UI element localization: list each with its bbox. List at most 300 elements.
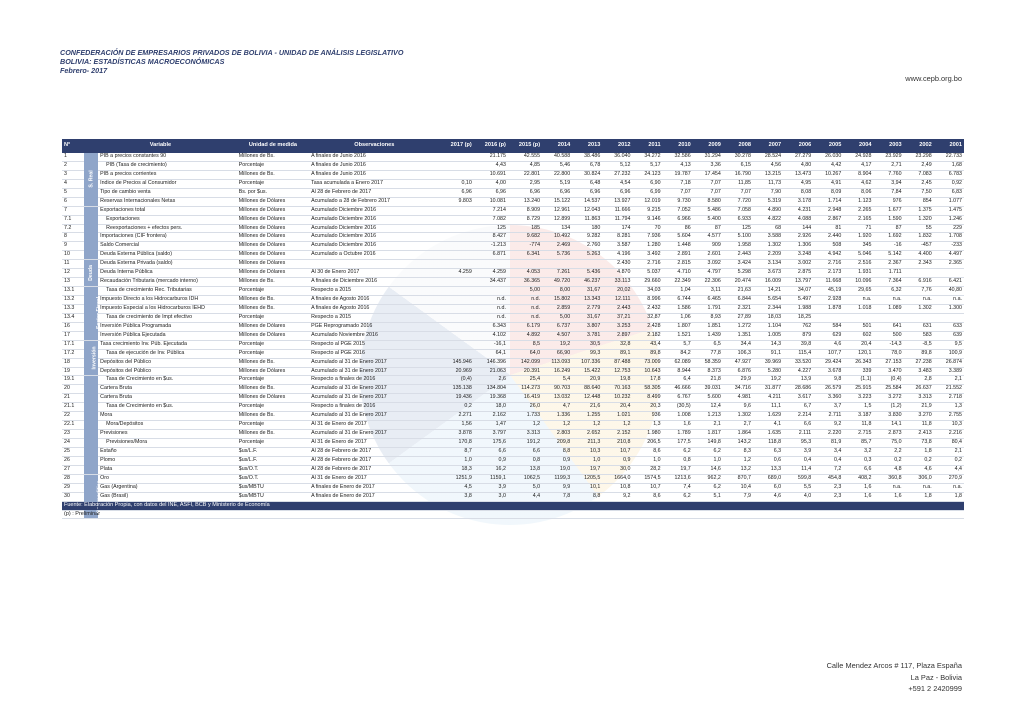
value-cell: 7.083 bbox=[918, 170, 932, 177]
table-row bbox=[62, 474, 964, 483]
value-cell: 27,89 bbox=[737, 313, 751, 320]
section-label bbox=[84, 376, 98, 474]
value-cell bbox=[440, 233, 474, 242]
row-number: 7.2 bbox=[64, 224, 72, 231]
value-cell: n.a. bbox=[953, 483, 962, 490]
value-cell: 33.520 bbox=[794, 358, 812, 365]
value-cell: 37,21 bbox=[617, 313, 631, 320]
value-cell: 88.640 bbox=[584, 385, 601, 392]
unit-of-measure: $us/O.T. bbox=[238, 465, 259, 472]
value-cell: 2.779 bbox=[587, 304, 601, 311]
value-cell: 8,3 bbox=[743, 447, 751, 454]
value-cell: 180 bbox=[591, 224, 601, 231]
value-cell: 47.927 bbox=[734, 358, 751, 365]
value-cell: 4.981 bbox=[737, 394, 751, 401]
value-cell: -457 bbox=[921, 242, 932, 249]
value-cell: 39.031 bbox=[704, 385, 721, 392]
value-cell: 73.009 bbox=[644, 358, 661, 365]
value-cell: 1.629 bbox=[767, 412, 782, 419]
value-cell: 3,94 bbox=[891, 179, 902, 186]
value-cell: 1,2 bbox=[592, 421, 601, 428]
value-cell: 12.019 bbox=[644, 197, 661, 204]
value-cell: 22.306 bbox=[704, 278, 721, 285]
value-cell: 2.469 bbox=[556, 242, 571, 249]
value-cell: 4.822 bbox=[767, 215, 782, 222]
value-cell: 2,3 bbox=[833, 492, 842, 499]
observation: Respecto a 2015 bbox=[311, 287, 352, 294]
variable-name: Inversión Pública Programada bbox=[100, 322, 172, 329]
value-cell: 2.214 bbox=[797, 412, 812, 419]
value-cell: 0,10 bbox=[461, 179, 472, 186]
value-cell: 5,00 bbox=[559, 313, 571, 320]
value-cell: 4.053 bbox=[526, 269, 541, 276]
value-cell: 13,8 bbox=[529, 465, 541, 472]
value-cell: 31.877 bbox=[764, 385, 782, 392]
value-cell: 107.336 bbox=[581, 358, 601, 365]
value-cell: 81 bbox=[835, 224, 842, 231]
value-cell: 58.359 bbox=[704, 358, 721, 365]
value-cell: 144 bbox=[802, 224, 812, 231]
value-cell: 3,9 bbox=[498, 483, 506, 490]
value-cell: 1159,1 bbox=[490, 474, 506, 481]
value-cell: 16.790 bbox=[734, 170, 751, 177]
value-cell: 1251,9 bbox=[455, 474, 472, 481]
value-cell: 270,9 bbox=[948, 474, 962, 481]
value-cell: 6.737 bbox=[556, 322, 571, 329]
value-cell: 0,3 bbox=[864, 456, 872, 463]
value-cell: 4,00 bbox=[495, 179, 506, 186]
row-number: 12 bbox=[64, 269, 70, 276]
value-cell: 11.863 bbox=[584, 215, 601, 222]
table-row bbox=[62, 197, 964, 206]
value-cell: 18,3 bbox=[461, 465, 472, 472]
value-cell: 20,9 bbox=[590, 376, 601, 383]
value-cell: 13.032 bbox=[553, 394, 571, 401]
unit-of-measure: Millones de Bs. bbox=[238, 296, 275, 303]
value-cell: 2,7 bbox=[743, 421, 751, 428]
value-cell bbox=[572, 260, 602, 269]
variable-name: Tasa de crecimiento de Impt efectivo bbox=[106, 313, 193, 320]
value-cell: (1,2) bbox=[890, 403, 902, 410]
value-cell: 2.321 bbox=[737, 304, 751, 311]
table-row bbox=[62, 161, 964, 170]
value-cell: 2.926 bbox=[797, 233, 812, 240]
row-number: 16 bbox=[64, 322, 70, 329]
unit-of-measure: Millones de Dólares bbox=[238, 394, 286, 401]
table-row bbox=[62, 188, 964, 197]
row-number: 9 bbox=[64, 242, 67, 249]
value-cell: 8,6 bbox=[653, 492, 661, 499]
value-cell bbox=[440, 153, 474, 161]
column-header: 2001 bbox=[934, 139, 964, 153]
table-row bbox=[62, 340, 964, 349]
value-cell: 1.864 bbox=[737, 430, 751, 437]
value-cell: 1.008 bbox=[677, 412, 691, 419]
value-cell: 1,2 bbox=[743, 456, 751, 463]
variable-name: Importaciones (CIF frontera) bbox=[100, 233, 167, 240]
value-cell: 125 bbox=[742, 224, 751, 231]
value-cell: 4,4 bbox=[954, 465, 962, 472]
value-cell: 13.343 bbox=[584, 296, 601, 303]
value-cell: 6.465 bbox=[707, 296, 721, 303]
value-cell: 29.424 bbox=[825, 358, 842, 365]
variable-name: Tasa de ejecución de Inv. Pública bbox=[106, 349, 185, 356]
value-cell: 64,1 bbox=[495, 349, 506, 356]
website-link[interactable]: www.cepb.org.bo bbox=[905, 74, 962, 83]
row-number: 3 bbox=[64, 170, 67, 177]
value-cell: 99,3 bbox=[590, 349, 601, 356]
value-cell: 1,0 bbox=[653, 456, 661, 463]
observation: Respecto a finales de 2016 bbox=[311, 376, 376, 383]
row-number: 4 bbox=[64, 179, 67, 186]
unit-of-measure: $us/MBTU bbox=[238, 492, 264, 499]
variable-name: Cartera Bruta bbox=[100, 394, 132, 401]
value-cell: 15.802 bbox=[553, 296, 571, 303]
value-cell: 12.899 bbox=[553, 215, 571, 222]
observation: Acumulado al 31 de Enero 2017 bbox=[311, 430, 387, 437]
value-cell: 2.430 bbox=[617, 260, 631, 267]
row-number: 23 bbox=[64, 430, 70, 437]
value-cell: 0,2 bbox=[954, 456, 962, 463]
value-cell: 1.475 bbox=[948, 206, 962, 213]
observation: Al 31 de Enero de 2017 bbox=[311, 421, 367, 428]
value-cell: 2.897 bbox=[617, 331, 631, 338]
value-cell: 602 bbox=[862, 331, 872, 338]
source-note: Fuente: Elaboración Propia, con datos del INE, ASFI, BCB y Ministerio de Economía bbox=[62, 501, 964, 510]
observation: Acumulado Diciembre 2016 bbox=[311, 215, 377, 222]
variable-name: Tasa de Crecimiento en $us. bbox=[106, 376, 174, 383]
value-cell: 3.797 bbox=[492, 430, 506, 437]
value-cell: 306,0 bbox=[918, 474, 932, 481]
value-cell: -1.213 bbox=[490, 242, 506, 249]
value-cell: 2.413 bbox=[918, 430, 932, 437]
value-cell: 508 bbox=[832, 242, 842, 249]
value-cell: 3.178 bbox=[797, 197, 812, 204]
value-cell: 8.499 bbox=[647, 394, 661, 401]
contact-address bbox=[827, 660, 962, 695]
row-number: 13.2 bbox=[64, 296, 75, 303]
address-city: La Paz - Bolivia bbox=[910, 672, 962, 682]
header-date: Febrero- 2017 bbox=[60, 66, 108, 75]
unit-of-measure: Porcentaje bbox=[238, 161, 265, 168]
value-cell bbox=[440, 296, 474, 305]
value-cell: 962,2 bbox=[707, 474, 721, 481]
value-cell: 3.807 bbox=[587, 322, 601, 329]
column-header: N° bbox=[62, 139, 84, 153]
value-cell: 70.163 bbox=[614, 385, 631, 392]
value-cell: 1.336 bbox=[556, 412, 571, 419]
value-cell: 20.969 bbox=[455, 367, 472, 374]
value-cell: 8,7 bbox=[464, 447, 472, 454]
row-number: 10 bbox=[64, 251, 70, 258]
value-cell: n.d. bbox=[531, 313, 541, 320]
table-body bbox=[62, 153, 964, 519]
value-cell: 11,1 bbox=[771, 403, 782, 410]
value-cell: 30.278 bbox=[734, 153, 751, 160]
value-cell: 3.360 bbox=[828, 394, 842, 401]
table-row bbox=[62, 331, 964, 340]
table-footer-row bbox=[62, 501, 964, 510]
observation: Acumulado Diciembre 2016 bbox=[311, 206, 377, 213]
value-cell bbox=[440, 287, 474, 296]
value-cell: 6.179 bbox=[526, 322, 541, 329]
value-cell: 26.637 bbox=[915, 385, 932, 392]
value-cell: 42.555 bbox=[523, 153, 541, 160]
variable-name: Tasa de crecimiento Rec. Tributarias bbox=[106, 287, 192, 294]
value-cell: 4,85 bbox=[529, 161, 541, 168]
value-cell: 1.851 bbox=[707, 322, 721, 329]
value-cell: 1.280 bbox=[647, 242, 661, 249]
unit-of-measure: Millones de Bs. bbox=[238, 430, 275, 437]
value-cell: 9.682 bbox=[526, 233, 541, 240]
value-cell: 19,2 bbox=[770, 376, 782, 383]
column-header: 2011 bbox=[632, 139, 662, 153]
value-cell: 6,2 bbox=[683, 492, 691, 499]
value-cell: 7,84 bbox=[891, 188, 902, 195]
value-cell: 32,8 bbox=[620, 340, 631, 347]
value-cell: 7.214 bbox=[492, 206, 506, 213]
table-row bbox=[62, 278, 964, 287]
value-cell: 2.173 bbox=[828, 269, 842, 276]
value-cell: 19,8 bbox=[620, 376, 631, 383]
value-cell: n.a. bbox=[892, 296, 902, 303]
unit-of-measure: Millones de Dólares bbox=[238, 260, 286, 267]
value-cell: 8.373 bbox=[707, 367, 721, 374]
value-cell: 2,1 bbox=[954, 376, 962, 383]
value-cell: 125 bbox=[497, 224, 506, 231]
value-cell: 64,0 bbox=[529, 349, 541, 356]
value-cell: 3.270 bbox=[918, 412, 932, 419]
value-cell: 1,04 bbox=[680, 287, 691, 294]
value-cell: 75,0 bbox=[891, 439, 902, 446]
row-number: 18 bbox=[64, 358, 70, 365]
value-cell: 46.237 bbox=[584, 278, 601, 285]
value-cell: 5.100 bbox=[737, 233, 751, 240]
observation: Respecto a finales de 2016 bbox=[311, 403, 376, 410]
value-cell: -16,1 bbox=[493, 340, 506, 347]
value-cell: 4,91 bbox=[831, 179, 842, 186]
value-cell: 2.803 bbox=[556, 430, 571, 437]
value-cell: 16.009 bbox=[764, 278, 782, 285]
row-number: 28 bbox=[64, 474, 70, 481]
value-cell: 4,80 bbox=[800, 161, 812, 168]
variable-name: Previsiones/Mora bbox=[106, 439, 148, 446]
value-cell: 1,56 bbox=[461, 421, 472, 428]
value-cell: 100,9 bbox=[948, 349, 962, 356]
value-cell: 501 bbox=[862, 322, 872, 329]
column-header: Unidad de medida bbox=[237, 139, 309, 153]
value-cell: 14,6 bbox=[710, 465, 721, 472]
value-cell: 1.320 bbox=[918, 215, 932, 222]
address-street: Calle Mendez Arcos # 117, Plaza España bbox=[826, 661, 962, 670]
variable-name: Reservas Internacionales Netas bbox=[100, 197, 176, 204]
value-cell: 3,8 bbox=[464, 492, 472, 499]
value-cell: 9.730 bbox=[677, 197, 691, 204]
observation: Respecto al PGE 2016 bbox=[311, 349, 365, 356]
value-cell: 2.428 bbox=[647, 322, 661, 329]
section-label-text: Inversión bbox=[91, 346, 98, 370]
value-cell: 4,5 bbox=[464, 483, 472, 490]
value-cell: 0,9 bbox=[623, 456, 631, 463]
unit-of-measure: Porcentaje bbox=[238, 349, 265, 356]
value-cell: 4,17 bbox=[861, 161, 872, 168]
observation: Acumulado Diciembre 2016 bbox=[311, 224, 377, 231]
value-cell: 2.152 bbox=[617, 430, 631, 437]
column-header: 2012 bbox=[602, 139, 632, 153]
value-cell: 7,76 bbox=[921, 287, 932, 294]
value-cell: 70 bbox=[654, 224, 661, 231]
value-cell: 8,6 bbox=[653, 447, 661, 454]
value-cell: 21,8 bbox=[710, 376, 721, 383]
value-cell: 633 bbox=[953, 322, 962, 329]
value-cell: 4,6 bbox=[773, 492, 782, 499]
variable-name: PIB (Tasa de crecimiento) bbox=[106, 161, 167, 168]
column-header: 2002 bbox=[904, 139, 934, 153]
value-cell: 7.720 bbox=[737, 197, 751, 204]
macro-stats-table bbox=[62, 139, 964, 519]
value-cell: 6,4 bbox=[683, 376, 691, 383]
value-cell: 6,96 bbox=[461, 188, 472, 195]
value-cell: 34,4 bbox=[740, 340, 751, 347]
row-number: 21.1 bbox=[64, 403, 75, 410]
value-cell: 599,8 bbox=[797, 474, 812, 481]
unit-of-measure: Millones de Dólares bbox=[238, 206, 286, 213]
value-cell: 87.488 bbox=[614, 358, 631, 365]
value-cell: 21.063 bbox=[489, 367, 506, 374]
column-header: 2009 bbox=[693, 139, 723, 153]
value-cell: 7,8 bbox=[562, 492, 571, 499]
value-cell: 2.867 bbox=[828, 215, 842, 222]
value-cell: 3.587 bbox=[617, 242, 631, 249]
value-cell: 6,96 bbox=[590, 188, 601, 195]
value-cell: 4,6 bbox=[833, 340, 842, 347]
value-cell: 3,36 bbox=[710, 161, 721, 168]
value-cell bbox=[542, 260, 572, 269]
value-cell: 1.586 bbox=[677, 304, 691, 311]
column-header: Observaciones bbox=[309, 139, 440, 153]
value-cell: 7,07 bbox=[680, 188, 691, 195]
value-cell: 81,9 bbox=[831, 439, 842, 446]
value-cell: 206,5 bbox=[647, 439, 661, 446]
value-cell: 1,68 bbox=[951, 161, 962, 168]
value-cell: 1.708 bbox=[948, 233, 962, 240]
table-row bbox=[62, 287, 964, 296]
value-cell: 2.718 bbox=[948, 394, 962, 401]
value-cell: 8,00 bbox=[559, 287, 571, 294]
value-cell: 16,2 bbox=[495, 465, 506, 472]
value-cell: 4.211 bbox=[768, 394, 782, 401]
value-cell: 1.878 bbox=[828, 304, 842, 311]
value-cell: 1.300 bbox=[948, 304, 962, 311]
value-cell: (0,4) bbox=[460, 376, 472, 383]
observation: Acumulado Diciembre 2016 bbox=[311, 242, 377, 249]
value-cell: 21.175 bbox=[489, 153, 506, 160]
column-header: 2007 bbox=[753, 139, 783, 153]
value-cell: 1.005 bbox=[767, 331, 782, 338]
value-cell: 4.259 bbox=[492, 269, 506, 276]
value-cell: 9,6 bbox=[743, 403, 751, 410]
value-cell: 2.928 bbox=[828, 296, 842, 303]
value-cell: 4.259 bbox=[458, 269, 472, 276]
value-cell: 7,9 bbox=[743, 492, 751, 499]
value-cell: 6.341 bbox=[526, 251, 541, 258]
observation: Al 28 de Febrero de 2017 bbox=[311, 188, 372, 195]
value-cell: n.a. bbox=[922, 296, 932, 303]
value-cell: 8.904 bbox=[858, 170, 872, 177]
value-cell: 26.579 bbox=[825, 385, 842, 392]
value-cell: 5,17 bbox=[650, 161, 661, 168]
column-header: Variable bbox=[84, 139, 237, 153]
value-cell: 13,2 bbox=[740, 465, 751, 472]
value-cell: 24.123 bbox=[644, 170, 661, 177]
value-cell: 8,06 bbox=[861, 188, 872, 195]
value-cell: 43,4 bbox=[650, 340, 661, 347]
unit-of-measure: Millones de Bs. bbox=[238, 153, 275, 160]
value-cell bbox=[934, 269, 964, 278]
value-cell: 8.944 bbox=[677, 367, 691, 374]
unit-of-measure: Porcentaje bbox=[238, 287, 265, 294]
value-cell: 4,54 bbox=[620, 179, 631, 186]
value-cell: 6,2 bbox=[683, 447, 691, 454]
value-cell: 7,2 bbox=[833, 465, 842, 472]
value-cell: 9.215 bbox=[647, 206, 661, 213]
table-row bbox=[62, 439, 964, 448]
value-cell: 7,07 bbox=[740, 188, 751, 195]
row-number: 30 bbox=[64, 492, 70, 499]
value-cell: 8.996 bbox=[647, 296, 661, 303]
value-cell: 3.483 bbox=[918, 367, 932, 374]
value-cell: 1.677 bbox=[888, 206, 902, 213]
value-cell: 2.182 bbox=[647, 331, 661, 338]
value-cell: 26.343 bbox=[855, 358, 872, 365]
value-cell: 5,12 bbox=[620, 161, 631, 168]
value-cell: 4,56 bbox=[770, 161, 782, 168]
value-cell: 5.604 bbox=[677, 233, 691, 240]
address-phone: +591 2 2420999 bbox=[908, 684, 962, 694]
value-cell: 21.552 bbox=[945, 385, 962, 392]
observation: Al 28 de Febrero de 2017 bbox=[311, 447, 372, 454]
value-cell: 583 bbox=[922, 331, 932, 338]
value-cell: 28.524 bbox=[764, 153, 782, 160]
value-cell: 4.088 bbox=[797, 215, 812, 222]
variable-name: Saldo Comercial bbox=[100, 242, 140, 249]
value-cell: 1.692 bbox=[888, 233, 902, 240]
value-cell: 87 bbox=[895, 224, 902, 231]
value-cell: 0,92 bbox=[951, 179, 962, 186]
value-cell bbox=[440, 161, 474, 170]
value-cell: 71 bbox=[865, 224, 872, 231]
value-cell: 39.969 bbox=[764, 358, 782, 365]
value-cell: 25.584 bbox=[885, 385, 902, 392]
value-cell: 3,7 bbox=[833, 403, 842, 410]
variable-name: Exportaciones total bbox=[100, 206, 146, 213]
value-cell: -233 bbox=[951, 242, 962, 249]
value-cell: n.d. bbox=[497, 304, 506, 311]
value-cell: 936 bbox=[651, 412, 661, 419]
value-cell: 21,63 bbox=[737, 287, 751, 294]
value-cell: n.d. bbox=[531, 304, 541, 311]
value-cell: 115,4 bbox=[798, 349, 812, 356]
value-cell: 73,8 bbox=[921, 439, 932, 446]
value-cell bbox=[440, 313, 474, 322]
value-cell: 7.052 bbox=[677, 206, 691, 213]
value-cell: (0,4) bbox=[890, 376, 902, 383]
value-cell: 25,4 bbox=[529, 376, 541, 383]
variable-name: Inversión Pública Ejecutada bbox=[100, 331, 166, 338]
value-cell: 3,9 bbox=[803, 447, 812, 454]
value-cell: 11.668 bbox=[825, 278, 842, 285]
value-cell: 6,2 bbox=[713, 447, 721, 454]
